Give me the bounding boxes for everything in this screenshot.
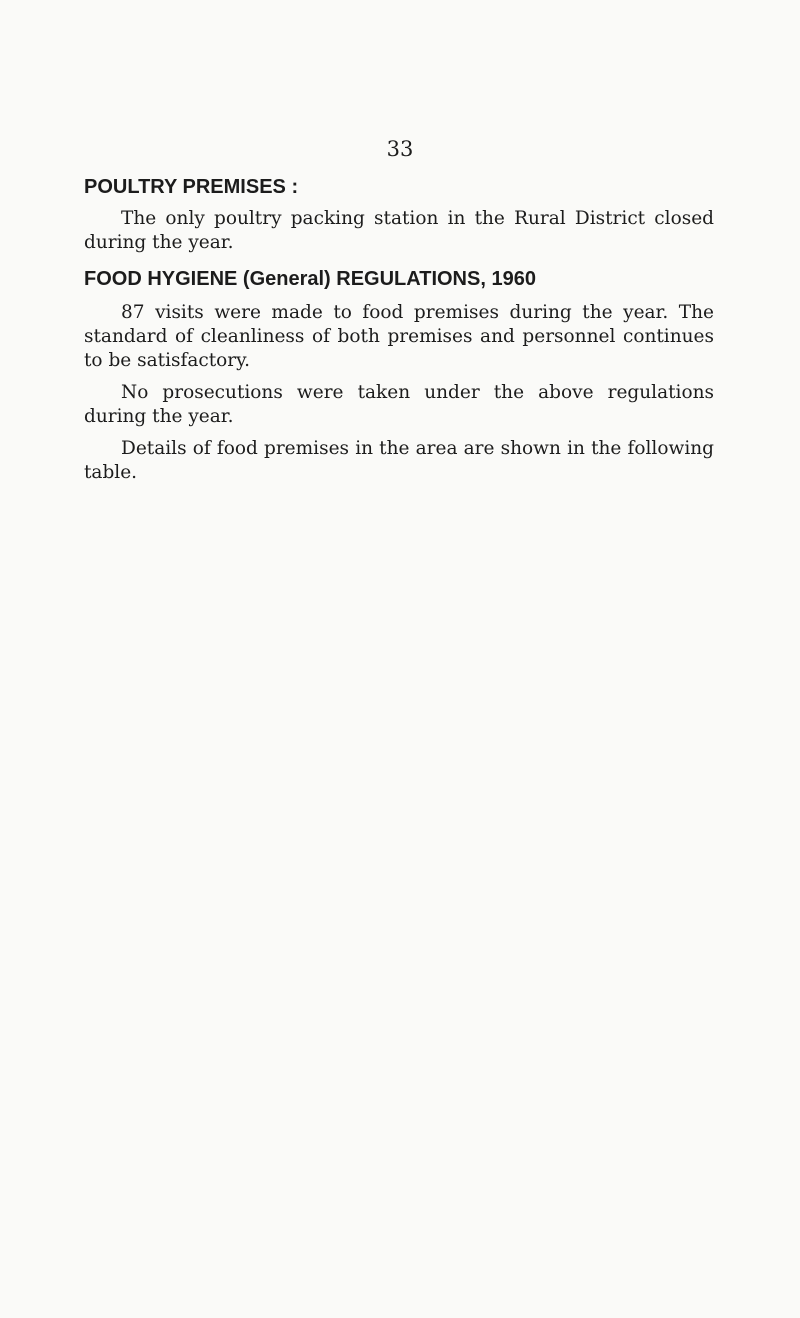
section-food-hygiene-regulations: [84, 266, 714, 485]
page-number: 33: [386, 137, 414, 161]
section-heading: FOOD HYGIENE (General) REGULATIONS, 1960: [84, 268, 536, 290]
section-heading: POULTRY PREMISES :: [84, 176, 299, 198]
paragraph: No prosecutions were taken under the above regulations during the year.: [84, 382, 714, 427]
section-poultry-premises: [84, 174, 714, 255]
paragraph: 87 visits were made to food premises during the year. The standard of cleanliness of both premises and personnel continues to be satisfactory.: [84, 302, 714, 371]
paragraph: The only poultry packing station in the Rural District closed during the year.: [84, 208, 714, 253]
paragraph: Details of food premises in the area are shown in the following table.: [84, 438, 714, 483]
